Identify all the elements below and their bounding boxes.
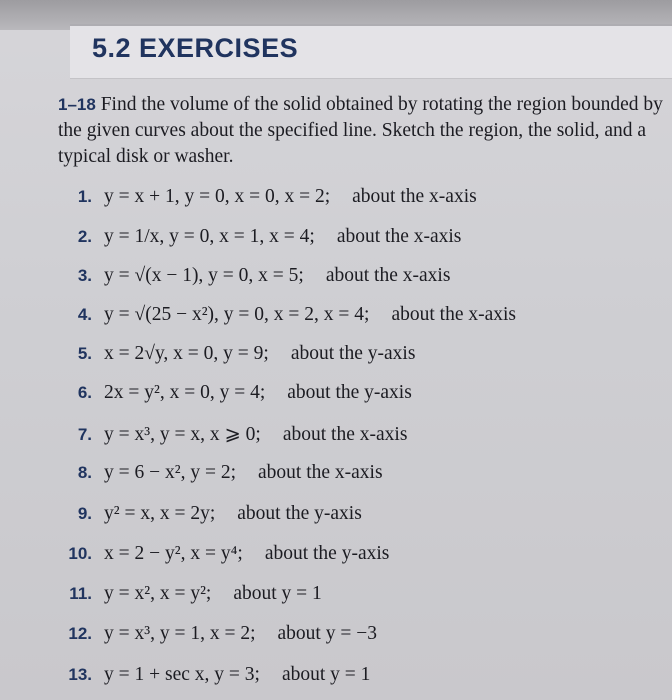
exercise-number: 11. xyxy=(69,584,92,603)
exercise-equations: y = x + 1, y = 0, x = 0, x = 2; xyxy=(104,186,331,207)
exercise-axis: about the y-axis xyxy=(237,503,362,524)
instructions xyxy=(58,92,666,170)
exercise-number: 13. xyxy=(68,665,92,684)
section-title: 5.2 EXERCISES xyxy=(92,33,299,63)
exercise-number: 10. xyxy=(68,544,92,563)
exercise-number: 9. xyxy=(77,504,92,523)
exercise-equations: y = x³, y = x, x ⩾ 0; xyxy=(104,424,261,445)
exercise-equations: y = 6 − x², y = 2; xyxy=(104,462,237,483)
exercise-number: 12. xyxy=(68,624,92,643)
exercise-axis: about the y-axis xyxy=(264,543,390,564)
exercise-5 xyxy=(52,343,415,371)
exercise-number: 2. xyxy=(77,227,92,246)
exercise-axis: about the x-axis xyxy=(325,265,451,286)
exercise-8 xyxy=(52,462,383,490)
exercise-4 xyxy=(52,304,516,332)
exercise-11 xyxy=(52,583,322,611)
exercise-number: 8. xyxy=(77,463,92,482)
exercise-12 xyxy=(52,623,377,651)
exercise-axis: about y = 1 xyxy=(233,583,322,604)
exercise-number: 5. xyxy=(77,344,92,363)
exercise-equations: y² = x, x = 2y; xyxy=(104,503,216,524)
exercise-equations: y = 1/x, y = 0, x = 1, x = 4; xyxy=(104,226,315,247)
exercise-number: 1. xyxy=(77,187,92,206)
exercise-equations: y = 1 + sec x, y = 3; xyxy=(104,664,260,685)
exercise-equations: y = x³, y = 1, x = 2; xyxy=(104,623,256,644)
exercise-axis: about the x-axis xyxy=(336,226,462,247)
exercise-equations: x = 2√y, x = 0, y = 9; xyxy=(104,343,269,364)
exercise-2 xyxy=(52,226,461,254)
exercise-equations: y = x², x = y²; xyxy=(104,583,212,604)
exercise-axis: about the y-axis xyxy=(287,382,412,403)
exercise-axis: about y = 1 xyxy=(281,664,371,685)
exercise-number: 4. xyxy=(77,305,92,324)
exercise-6 xyxy=(52,382,412,410)
exercise-10 xyxy=(52,543,389,571)
exercise-axis: about the x-axis xyxy=(352,186,477,207)
exercise-1 xyxy=(52,186,477,214)
exercise-axis: about the x-axis xyxy=(391,304,517,325)
exercise-equations: y = √(25 − x²), y = 0, x = 2, x = 4; xyxy=(104,304,370,325)
exercise-7 xyxy=(52,422,407,450)
exercise-equations: y = √(x − 1), y = 0, x = 5; xyxy=(104,265,304,286)
exercise-equations: x = 2 − y², x = y⁴; xyxy=(104,543,243,564)
exercise-number: 7. xyxy=(77,425,92,444)
exercise-number: 3. xyxy=(77,266,92,285)
exercise-9 xyxy=(52,503,362,531)
exercise-13 xyxy=(52,664,370,692)
instructions-text: Find the volume of the solid obtained by rotating the region bounded by the given curves about the specified line. Sketch the region, the solid, and a typical disk or washer. xyxy=(58,94,663,167)
exercise-axis: about the y-axis xyxy=(290,343,416,364)
exercise-number: 6. xyxy=(77,383,92,402)
exercise-equations: 2x = y², x = 0, y = 4; xyxy=(104,382,266,403)
exercise-axis: about the x-axis xyxy=(258,462,383,483)
exercise-range: 1–18 xyxy=(58,95,96,114)
exercise-axis: about the x-axis xyxy=(282,424,408,445)
exercise-3 xyxy=(52,265,450,293)
exercise-axis: about y = −3 xyxy=(277,623,377,644)
